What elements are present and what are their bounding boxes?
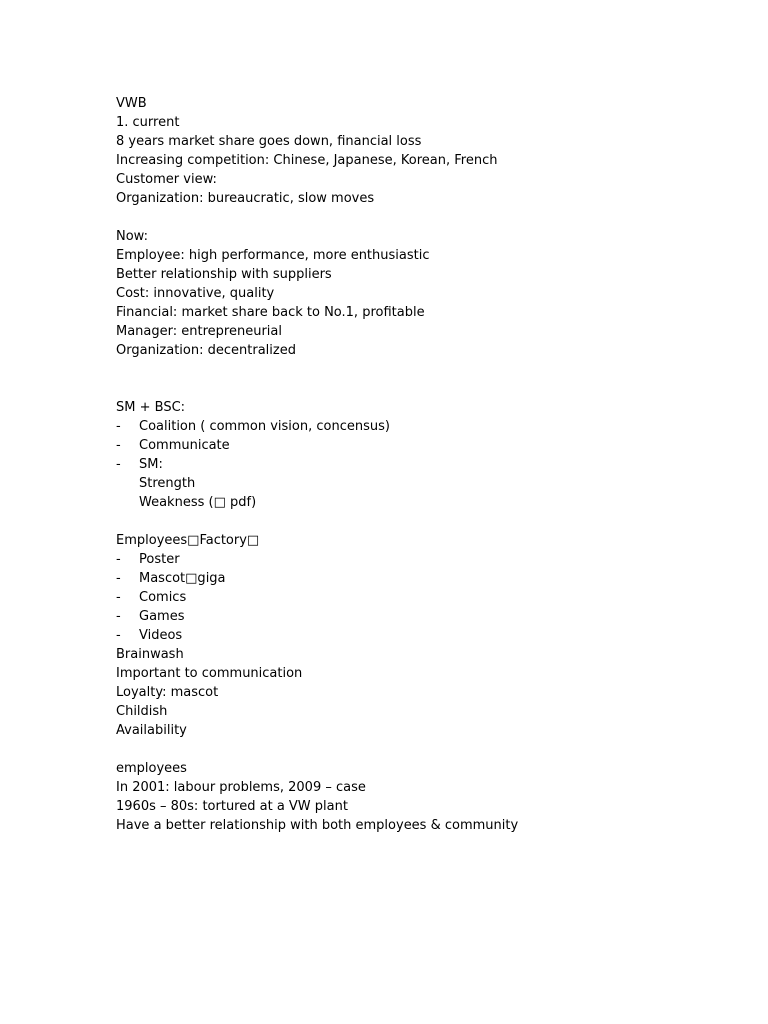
now-line: Better relationship with suppliers [116, 267, 332, 282]
section-current-heading: 1. current [116, 115, 180, 130]
list-item-text: SM: [139, 457, 163, 472]
note-line: Childish [116, 704, 168, 719]
blank-line [116, 512, 736, 531]
current-line: Organization: bureaucratic, slow moves [116, 191, 375, 206]
sm-bsc-heading: SM + BSC: [116, 400, 186, 415]
list-item-text: Communicate [139, 438, 230, 453]
bullet-marker: - [116, 419, 121, 434]
list-item-text: Mascot□giga [139, 571, 226, 586]
bullet-marker: - [116, 609, 121, 624]
list-item [116, 455, 736, 474]
list-item [116, 626, 736, 645]
list-item [116, 550, 736, 569]
employees-factory-heading: Employees□Factory□ [116, 533, 260, 548]
now-heading: Now: [116, 229, 148, 244]
bullet-marker: - [116, 628, 121, 643]
note-line: Important to communication [116, 666, 303, 681]
list-item-text: Comics [139, 590, 187, 605]
blank-line [116, 208, 736, 227]
note-line: Have a better relationship with both employees & community [116, 818, 519, 833]
now-line: Organization: decentralized [116, 343, 296, 358]
document-page [116, 94, 736, 835]
now-line: Cost: innovative, quality [116, 286, 275, 301]
blank-line [116, 740, 736, 759]
list-item [116, 436, 736, 455]
list-item-text: Games [139, 609, 185, 624]
now-line: Manager: entrepreneurial [116, 324, 282, 339]
bullet-marker: - [116, 552, 121, 567]
list-item-text: Poster [139, 552, 180, 567]
list-item [116, 417, 736, 436]
list-item [116, 569, 736, 588]
blank-line [116, 379, 736, 398]
now-line: Employee: high performance, more enthusiastic [116, 248, 430, 263]
current-line: Increasing competition: Chinese, Japanese, Korean, French [116, 153, 498, 168]
note-line: Brainwash [116, 647, 184, 662]
bullet-marker: - [116, 457, 121, 472]
list-item-text: Videos [139, 628, 183, 643]
list-item [116, 588, 736, 607]
bullet-marker: - [116, 438, 121, 453]
note-line: Availability [116, 723, 187, 738]
doc-title: VWB [116, 96, 147, 111]
employees-heading: employees [116, 761, 187, 776]
list-item [116, 607, 736, 626]
current-line: 8 years market share goes down, financial loss [116, 134, 422, 149]
bullet-marker: - [116, 590, 121, 605]
list-item-text: Coalition ( common vision, concensus) [139, 419, 390, 434]
sub-item: Weakness (□ pdf) [139, 495, 257, 510]
current-line: Customer view: [116, 172, 217, 187]
bullet-marker: - [116, 571, 121, 586]
note-line: Loyalty: mascot [116, 685, 219, 700]
note-line: 1960s – 80s: tortured at a VW plant [116, 799, 348, 814]
sub-item: Strength [139, 476, 196, 491]
now-line: Financial: market share back to No.1, profitable [116, 305, 425, 320]
note-line: In 2001: labour problems, 2009 – case [116, 780, 366, 795]
blank-line [116, 360, 736, 379]
